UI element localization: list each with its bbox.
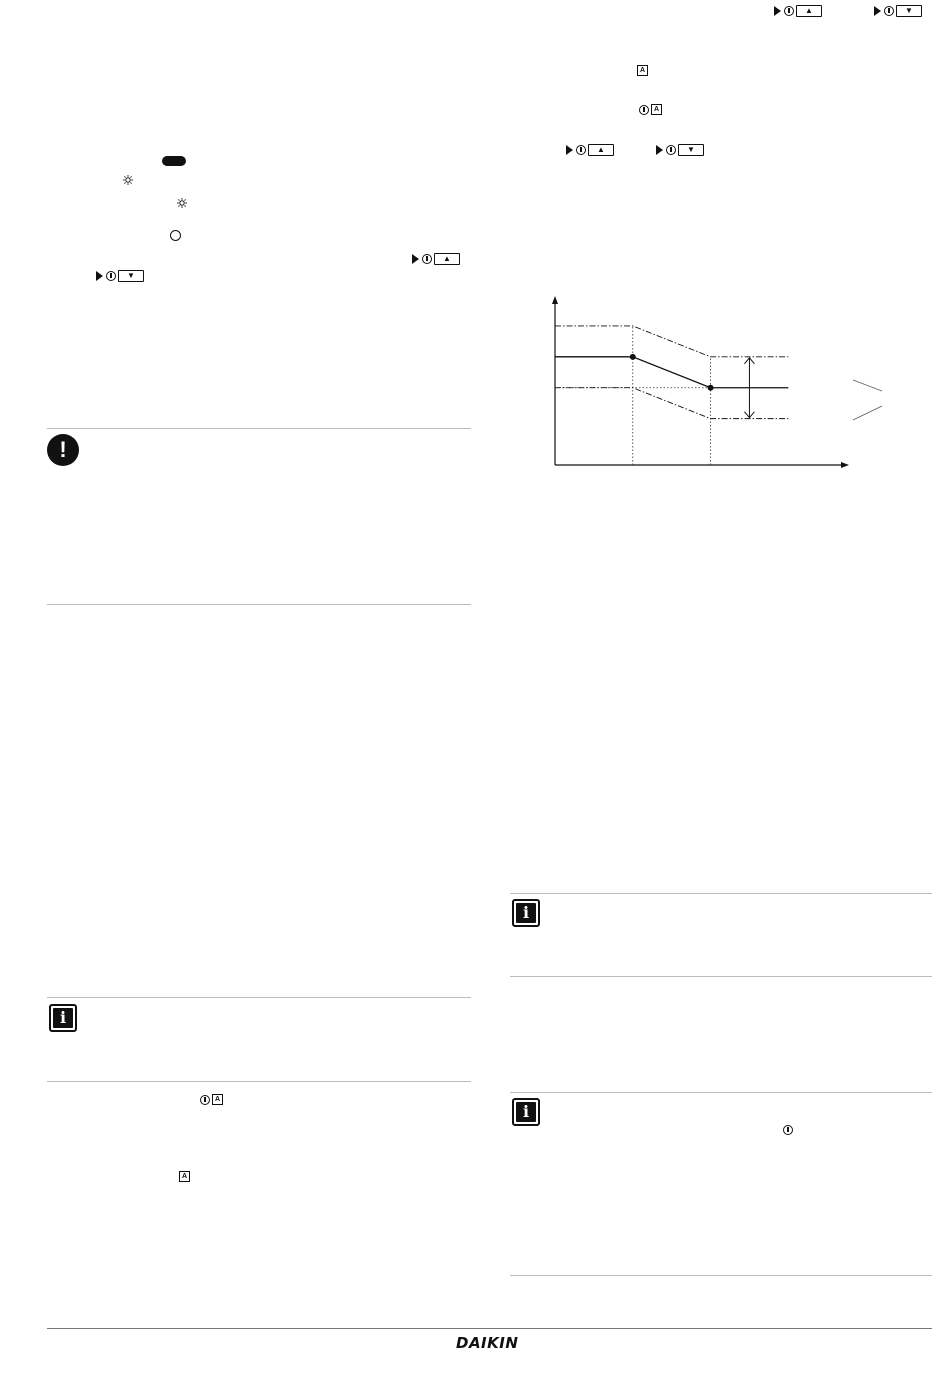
up-button-icon: ▲ [796,5,822,17]
up-button-sequence [412,253,460,265]
info-glyph: i [53,1008,73,1028]
auto-mode-icon: A [212,1094,223,1105]
info-glyph: i [516,903,536,923]
temperature-icon [106,271,116,281]
chart-callout-lines [853,380,882,420]
down-button-sequence [874,5,922,17]
temp-auto-icon-pair [639,104,662,115]
series-line-3 [555,388,788,419]
up-button-icon: ▲ [434,253,460,265]
temperature-icon [422,254,432,264]
temperature-icon [200,1095,210,1105]
fan-on-off-button-icon [162,152,186,170]
play-icon [874,6,881,16]
data-point-marker [630,354,636,360]
auto-mode-glyph: A [179,1171,190,1182]
section-rule [47,428,471,429]
sun-glyph [177,198,187,208]
fan-button-glyph [162,156,186,166]
up-button-sequence [566,144,614,156]
ring-glyph [170,230,181,241]
chart-reference-lines [555,326,711,465]
up-button-sequence [774,5,822,17]
temperature-icon [884,6,894,16]
play-icon [774,6,781,16]
auto-mode-icon [637,62,648,80]
down-button-icon: ▼ [896,5,922,17]
up-button-icon: ▲ [588,144,614,156]
sun-glyph [123,175,133,185]
section-rule [510,1275,932,1276]
temperature-icon [784,6,794,16]
down-button-sequence [96,270,144,282]
section-rule [510,1092,932,1093]
play-icon [96,271,103,281]
footer-rule [47,1328,932,1329]
temp-auto-icon-pair [200,1094,223,1105]
section-rule [47,1081,471,1082]
section-rule [47,604,471,605]
info-glyph: i [516,1102,536,1122]
information-icon [49,1004,77,1032]
operation-ring-icon [170,227,181,245]
y-axis-arrowhead [552,296,558,304]
callout-line-upper [853,380,882,391]
play-icon [566,145,573,155]
play-icon [412,254,419,264]
section-rule [510,893,932,894]
heating-sun-icon [177,194,187,212]
information-icon [512,1098,540,1126]
auto-mode-glyph: A [637,65,648,76]
section-rule [47,997,471,998]
auto-mode-icon [179,1168,190,1186]
play-icon [656,145,663,155]
down-button-sequence [656,144,704,156]
temperature-icon [783,1121,793,1139]
series-line-2 [555,326,788,357]
temperature-icon [639,105,649,115]
x-axis-arrowhead [841,462,849,468]
temperature-icon [666,145,676,155]
temperature-icon [576,145,586,155]
data-point-marker [708,385,714,391]
brand-logo: DAIKIN [456,1334,519,1352]
series-line-1 [555,357,788,388]
callout-line-lower [853,406,882,420]
down-button-icon: ▼ [118,270,144,282]
temperature-curve-chart [540,285,885,485]
section-rule [510,976,932,977]
warning-icon: ! [47,434,79,466]
temperature-glyph [783,1125,793,1135]
chart-axes [552,296,849,468]
chart-series [555,326,788,419]
information-icon [512,899,540,927]
auto-mode-icon: A [651,104,662,115]
heating-sun-icon [123,171,133,189]
down-button-icon: ▼ [678,144,704,156]
